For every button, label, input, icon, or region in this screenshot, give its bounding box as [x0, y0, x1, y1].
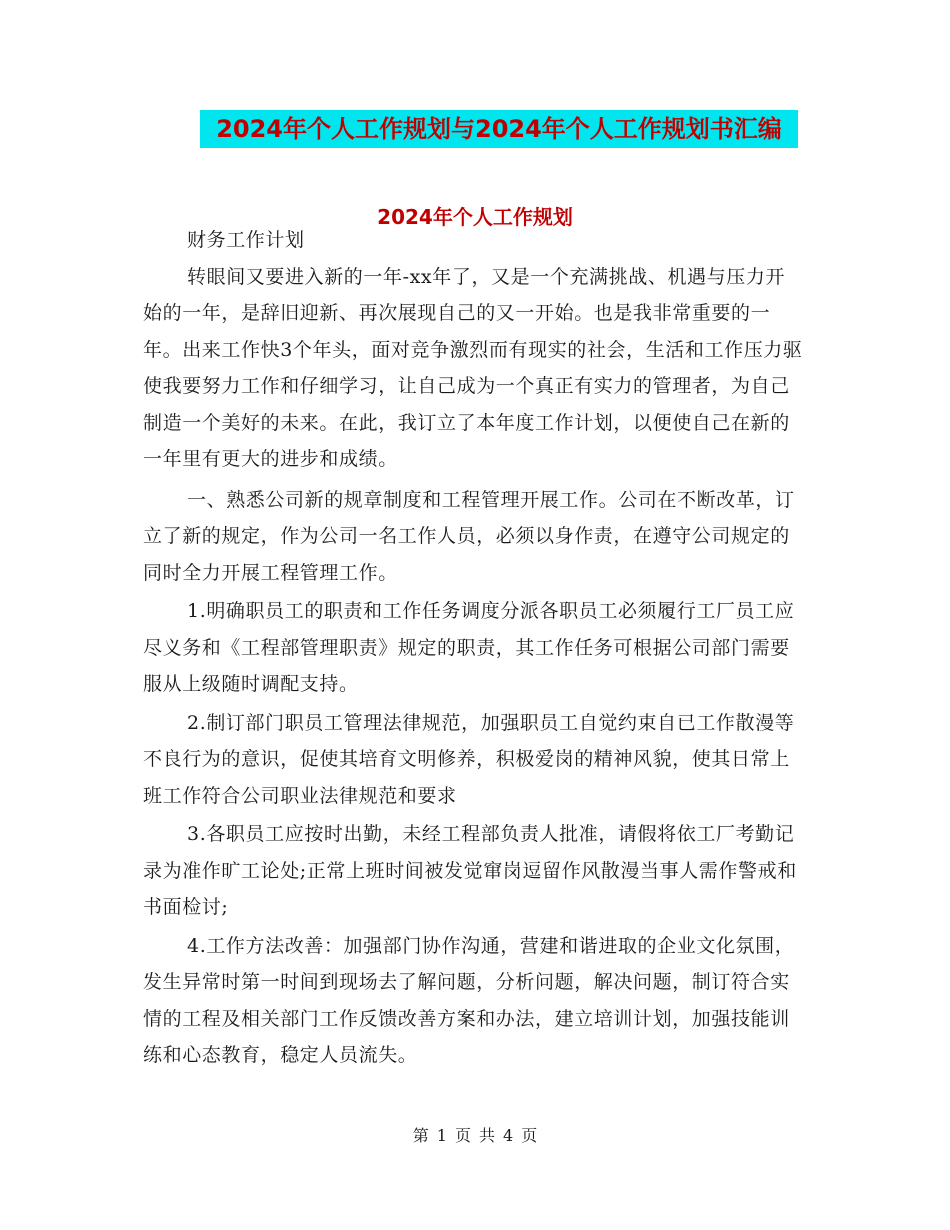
footer-total-prefix: 共 — [479, 1126, 496, 1145]
section-title: 2024年个人工作规划 — [377, 205, 573, 229]
footer-page-word: 页 — [454, 1126, 471, 1145]
paragraph-item-1: 1.明确职员工的职责和工作任务调度分派各职员工必须履行工厂员工应尽义务和《工程部管理职责》规定的职责，其工作任务可根据公司部门需要服从上级随时调配支持。 — [143, 600, 795, 695]
paragraph-section-one: 一、熟悉公司新的规章制度和工程管理开展工作。公司在不断改革，订立了新的规定，作为公司一名工作人员，必须以身作责，在遵守公司规定的同时全力开展工程管理工作。 — [143, 488, 795, 584]
plan-heading: 财务工作计划 — [187, 229, 305, 251]
page-footer — [0, 1124, 950, 1148]
paragraph-item-4: 4.工作方法改善：加强部门协作沟通，营建和谐进取的企业文化氛围，发生异常时第一时间到现场去了解问题，分析问题，解决问题，制订符合实情的工程及相关部门工作反馈改善方案和办法，建立培训计划，加强技能训练和心态教育，稳定人员流失。 — [143, 934, 795, 1066]
document-body — [143, 222, 803, 1074]
paragraph-intro: 转眼间又要进入新的一年-xx年了，又是一个充满挑战、机遇与压力开始的一年，是辞旧迎新、再次展现自己的又一开始。也是我非常重要的一年。出来工作快3个年头，面对竞争激烈而有现实的社会，生活和工作压力驱使我要努力工作和仔细学习，让自己成为一个真正有实力的管理者，为自己制造一个美好的未来。在此，我订立了本年度工作计划，以便使自己在新的一年里有更大的进步和成绩。 — [143, 265, 803, 470]
footer-prefix: 第 — [412, 1126, 429, 1145]
footer-total-pages: 4 — [503, 1126, 514, 1145]
paragraph-item-3: 3.各职员工应按时出勤，未经工程部负责人批准，请假将依工厂考勤记录为准作旷工论处;正常上班时间被发觉窜岗逗留作风散漫当事人需作警戒和书面检讨; — [143, 823, 797, 918]
paragraph-item-2: 2.制订部门职员工管理法律规范，加强职员工自觉约束自已工作散漫等不良行为的意识，促使其培育文明修养，积极爱岗的精神风貌，使其日常上班工作符合公司职业法律规范和要求 — [143, 711, 795, 807]
document-title: 2024年个人工作规划与2024年个人工作规划书汇编 — [200, 110, 798, 148]
footer-current-page: 1 — [436, 1126, 447, 1145]
footer-suffix: 页 — [521, 1126, 538, 1145]
